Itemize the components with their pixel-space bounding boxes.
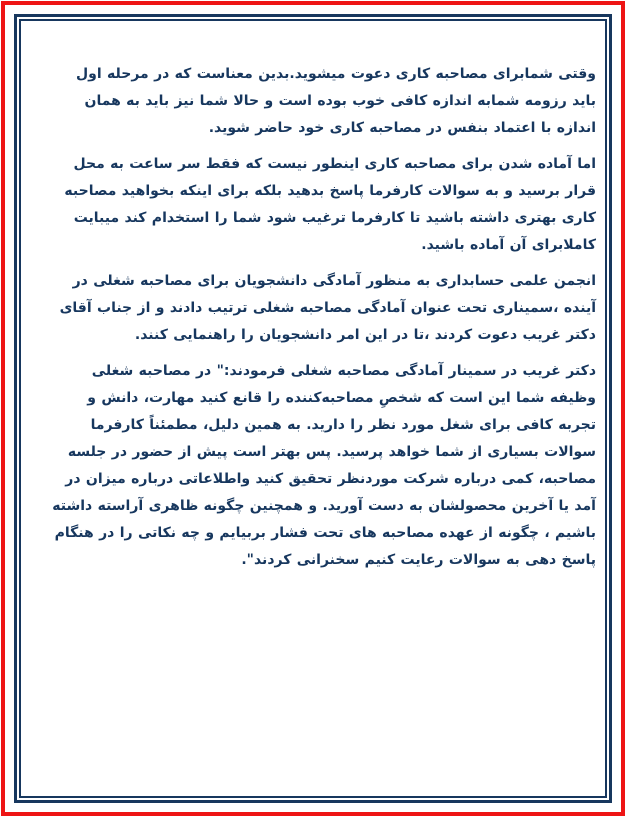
outer-border-frame [14, 14, 612, 803]
document-body-text [21, 21, 605, 796]
inner-border-frame [19, 19, 607, 798]
paragraph-preparation-advice: اما آماده شدن برای مصاحبه کاری اینطور نیست که فقط سر ساعت به محل قرار برسید و به سوالات کارفرما پاسخ بدهید بلکه برای اینکه بخواهید مصاحبه کاری بهتری داشته باشید تا کارفرما ترغیب شود شما را استخدام کند میبایت کاملابرای آن آماده باشید. [64, 156, 596, 253]
paragraph-invitation-intro: وقتی شمابرای مصاحبه کاری دعوت میشوید.بدین معناست که در مرحله اول باید رزومه شمابه اندازه کافی خوب بوده است و حالا شما نیز باید به همان اندازه با اعتماد بنفس در مصاحبه کاری خود حاضر شوید. [76, 66, 596, 136]
paragraph-seminar-announcement: انجمن علمی حسابداری به منظور آمادگی دانشجویان برای مصاحبه شغلی در آینده ،سمیناری تحت عنوان آمادگی مصاحبه شغلی ترتیب دادند و از جناب آقای دکتر غریب دعوت کردند ،تا در این امر دانشجویان را راهنمایی کنند. [59, 273, 596, 343]
document-page [1, 1, 625, 816]
paragraph-doctor-gharib-quote: دکتر غریب در سمینار آمادگی مصاحبه شغلی فرمودند:" در مصاحبه شغلی وظیفه شما این است که شخصِ مصاحبه‌کننده را قانع کنید مهارت، دانش و تجربه کافی برای شغل مورد نظر را دارید. به همین دلیل، مطمئناً کارفرما سوالات بسیاری از شما خواهد پرسید. پس بهتر است پیش از حضور در جلسه مصاحبه، کمی درباره شرکت موردنظر تحقیق کنید واطلاعاتی درباره میزان در آمد یا آخرین محصولشان به دست آورید. و همچنین چگونه ظاهری آراسته داشته باشیم ، چگونه از عهده مصاحبه های تحت فشار بربیایم و چه نکاتی را در هنگام پاسخ دهی به سوالات رعایت کنیم سخنرانی کردند". [52, 363, 596, 568]
